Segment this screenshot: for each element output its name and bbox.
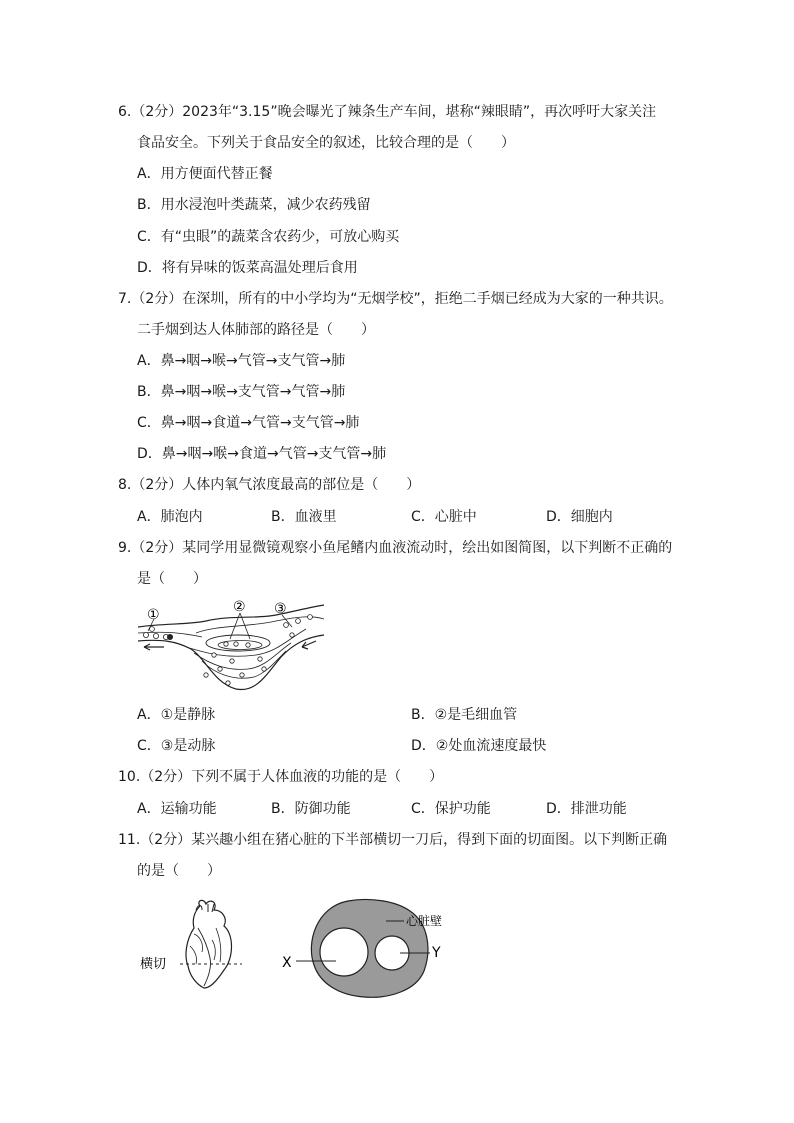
question-10-option-c[interactable]: C．保护功能 bbox=[411, 801, 491, 817]
fish-tail-blood-flow-figure bbox=[136, 597, 326, 697]
figure-label-1: ① bbox=[147, 607, 160, 623]
question-11-stem-cont: 的是（ ） bbox=[137, 863, 221, 879]
question-6-option-d[interactable]: D．将有异味的饭菜高温处理后食用 bbox=[137, 260, 358, 276]
question-6-option-b[interactable]: B．用水浸泡叶类蔬菜，减少农药残留 bbox=[137, 197, 371, 213]
heart-illustration bbox=[138, 898, 248, 990]
figure-label-3: ③ bbox=[274, 601, 287, 617]
question-8-option-c[interactable]: C．心脏中 bbox=[411, 509, 477, 525]
question-7-option-b[interactable]: B．鼻→咽→喉→支气管→气管→肺 bbox=[137, 384, 346, 400]
question-11-stem: 11.（2分）某兴趣小组在猪心脏的下半部横切一刀后，得到下面的切面图。以下判断正确 bbox=[118, 832, 668, 848]
question-10-option-b[interactable]: B．防御功能 bbox=[271, 801, 351, 817]
question-10-stem: 10.（2分）下列不属于人体血液的功能的是（ ） bbox=[118, 769, 444, 785]
label-x: X bbox=[282, 955, 292, 971]
question-8-stem: 8.（2分）人体内氧气浓度最高的部位是（ ） bbox=[118, 477, 421, 493]
question-7-stem-cont: 二手烟到达人体肺部的路径是（ ） bbox=[137, 322, 375, 338]
question-9-stem: 9.（2分）某同学用显微镜观察小鱼尾鳍内血液流动时，绘出如图简图，以下判断不正确的 bbox=[118, 540, 673, 556]
question-9-option-b[interactable]: B．②是毛细血管 bbox=[411, 707, 518, 723]
question-6-stem-cont: 食品安全。下列关于食品安全的叙述，比较合理的是（ ） bbox=[137, 135, 515, 151]
cross-section-label: 横切 bbox=[140, 957, 167, 972]
question-8-option-d[interactable]: D．细胞内 bbox=[546, 509, 613, 525]
question-8-option-b[interactable]: B．血液里 bbox=[271, 509, 337, 525]
question-6-option-c[interactable]: C．有“虫眼”的蔬菜含农药少，可放心购买 bbox=[137, 229, 400, 245]
question-7-stem: 7.（2分）在深圳，所有的中小学均为“无烟学校”，拒绝二手烟已经成为大家的一种共识。 bbox=[118, 291, 673, 307]
question-9-option-c[interactable]: C．③是动脉 bbox=[137, 738, 216, 754]
label-y: Y bbox=[432, 945, 441, 961]
heart-wall-label: 心脏壁 bbox=[406, 914, 443, 928]
heart-cross-section-figure bbox=[278, 895, 468, 1005]
figure-label-2: ② bbox=[233, 599, 246, 615]
question-9-option-d[interactable]: D．②处血流速度最快 bbox=[411, 738, 547, 754]
question-6-stem: 6.（2分）2023年“3.15”晚会曝光了辣条生产车间，堪称“辣眼睛”，再次呼吁大家关注 bbox=[118, 104, 657, 120]
question-7-option-a[interactable]: A．鼻→咽→喉→气管→支气管→肺 bbox=[137, 353, 346, 369]
question-9-stem-cont: 是（ ） bbox=[137, 571, 207, 587]
question-7-option-c[interactable]: C．鼻→咽→食道→气管→支气管→肺 bbox=[137, 415, 360, 431]
question-7-option-d[interactable]: D．鼻→咽→喉→食道→气管→支气管→肺 bbox=[137, 446, 387, 462]
question-8-option-a[interactable]: A．肺泡内 bbox=[137, 509, 203, 525]
question-6-option-a[interactable]: A．用方便面代替正餐 bbox=[137, 166, 273, 182]
question-10-option-a[interactable]: A．运输功能 bbox=[137, 801, 217, 817]
question-10-option-d[interactable]: D．排泄功能 bbox=[546, 801, 627, 817]
question-9-option-a[interactable]: A．①是静脉 bbox=[137, 707, 216, 723]
